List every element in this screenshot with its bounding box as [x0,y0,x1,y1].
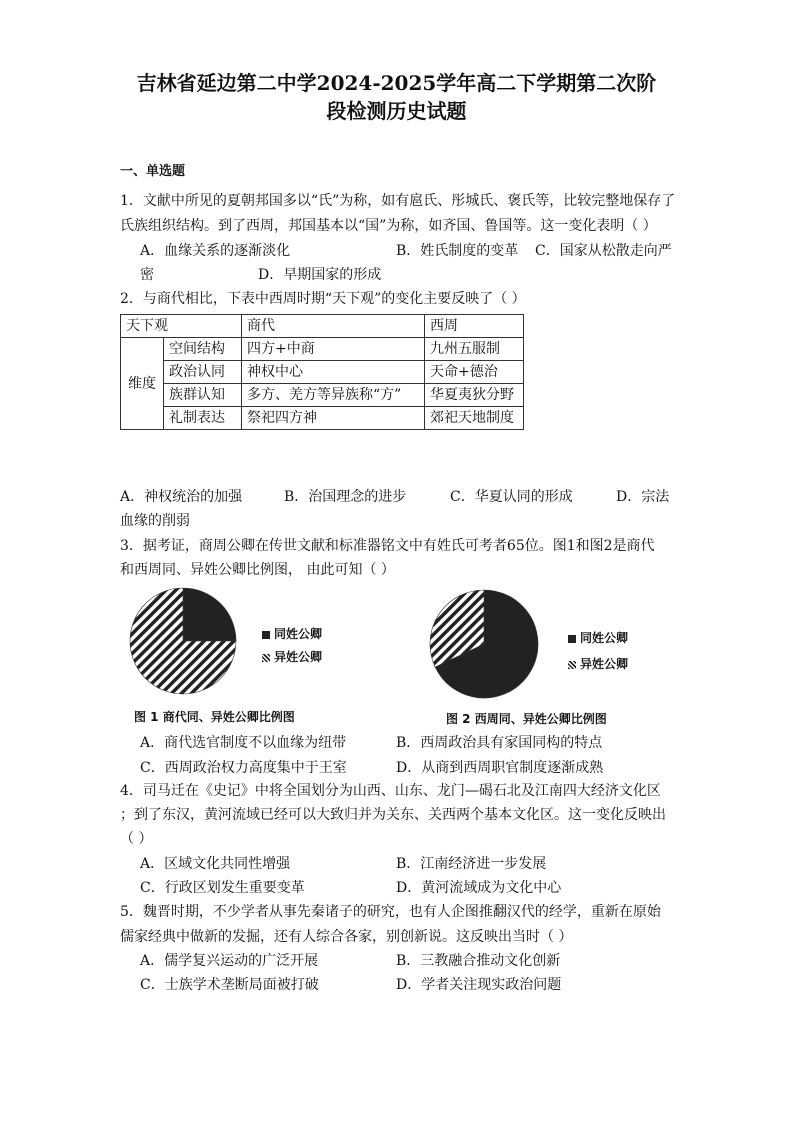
table-cell: 政治认同 [164,361,242,384]
legend-swatch-hatch [568,661,576,669]
q1-option-a: A．血缘关系的逐渐淡化 [140,243,291,259]
q5-stem-line1: 5．魏晋时期，不少学者从事先秦诸子的研究，也有人企图推翻汉代的经学，重新在原始 [120,904,661,920]
table-cell: 多方、羌方等异族称“方” [242,384,425,407]
fig1-caption: 图 1 商代同、异姓公卿比例图 [134,710,295,724]
q3-stem-line2: 和西周同、异姓公卿比例图， 由此可知（ ） [120,562,395,578]
table-cell: 空间结构 [164,338,242,361]
q1-option-d: D．早期国家的形成 [258,267,382,283]
q4-stem-line2: ；到了东汉，黄河流域已经可以大致归并为关东、关西两个基本文化区。这一变化反映出 [120,807,666,823]
pie-slice-same-surname [183,588,236,641]
q2-option-a: A．神权统治的加强 [120,489,243,505]
q2-option-c: C．华夏认同的形成 [450,489,573,505]
table-cell: 九州五服制 [425,338,524,361]
q2-option-b: B．治国理念的进步 [284,489,407,505]
q1-stem-line1: 1．文献中所见的夏朝邦国多以“氏”为称，如有扈氏、彤城氏、褒氏等，比较完整地保存了 [120,193,676,209]
fig2-caption: 图 2 西周同、异姓公卿比例图 [446,712,607,726]
exam-title-line1: 吉林省延边第二中学2024-2025学年高二下学期第二次阶 [136,71,657,95]
q4-option-b: B．江南经济进一步发展 [396,856,547,872]
table-cell: 礼制表达 [164,407,242,430]
exam-title-line2: 段检测历史试题 [326,99,467,123]
pie-chart-western-zhou [428,588,540,700]
q2-option-d: D．宗法 [616,489,670,505]
legend-diff-surname-2 [568,655,628,672]
legend-swatch-hatch [262,654,270,662]
table-cell: 四方+中商 [242,338,425,361]
q2-table [120,314,524,430]
q2-option-d-cont: 血缘的削弱 [120,513,190,529]
table-cell: 神权中心 [242,361,425,384]
q3-option-c: C．西周政治权力高度集中于王室 [140,760,347,776]
q4-stem-line1: 4．司马迁在《史记》中将全国划分为山西、山东、龙门—碣石北及江南四大经济文化区 [120,783,661,799]
q3-option-a: A．商代选官制度不以血缘为纽带 [140,735,347,751]
q3-option-b: B．西周政治具有家国同构的特点 [396,735,603,751]
table-header-cell: 天下观 [121,315,242,338]
legend-same-surname-2 [568,629,628,646]
legend-diff-surname-1 [262,648,322,665]
q4-stem-line3: （ ） [120,831,153,847]
legend-swatch-dark [262,631,270,639]
q5-option-b: B．三教融合推动文化创新 [396,953,561,969]
table-header-cell: 西周 [425,315,524,338]
table-cell: 族群认知 [164,384,242,407]
legend-same-surname-1 [262,625,322,642]
legend-label: 异姓公卿 [580,657,629,671]
legend-label: 同姓公卿 [274,627,323,641]
q2-stem: 2．与商代相比，下表中西周时期“天下观”的变化主要反映了（ ） [120,291,526,307]
q5-option-c: C．士族学术垄断局面被打破 [140,977,319,993]
q1-option-b: B．姓氏制度的变革 [396,243,519,259]
q4-option-c: C．行政区划发生重要变革 [140,880,305,896]
table-row-header: 维度 [121,338,164,430]
table-cell: 天命+德治 [425,361,524,384]
table-cell: 华夏夷狄分野 [425,384,524,407]
q1-option-c: C．国家从松散走向严 [535,243,672,259]
q3-stem-line1: 3．据考证，商周公卿在传世文献和标准器铭文中有姓氏可考者65位。图1和图2是商代 [120,538,655,554]
legend-label: 同姓公卿 [580,631,629,645]
legend-swatch-dark [568,635,576,643]
table-cell: 祭祀四方神 [242,407,425,430]
legend-label: 异姓公卿 [274,650,323,664]
q4-option-d: D．黄河流域成为文化中心 [396,880,562,896]
q5-option-a: A．儒学复兴运动的广泛开展 [140,953,319,969]
q5-option-d: D．学者关注现实政治问题 [396,977,562,993]
table-cell: 郊祀天地制度 [425,407,524,430]
section-heading: 一、单选题 [120,164,186,179]
q3-option-d: D．从商到西周职官制度逐渐成熟 [396,760,604,776]
q5-stem-line2: 儒家经典中做新的发掘，还有人综合各家，别创新说。这反映出当时（ ） [120,929,573,945]
q4-option-a: A．区域文化共同性增强 [140,856,291,872]
q1-stem-line2: 氏族组织结构。到了西周，邦国基本以“国”为称，如齐国、鲁国等。这一变化表明（ ） [120,218,657,234]
pie-chart-shang [128,586,238,696]
table-header-cell: 商代 [242,315,425,338]
q1-option-c-cont: 密 [140,267,154,283]
